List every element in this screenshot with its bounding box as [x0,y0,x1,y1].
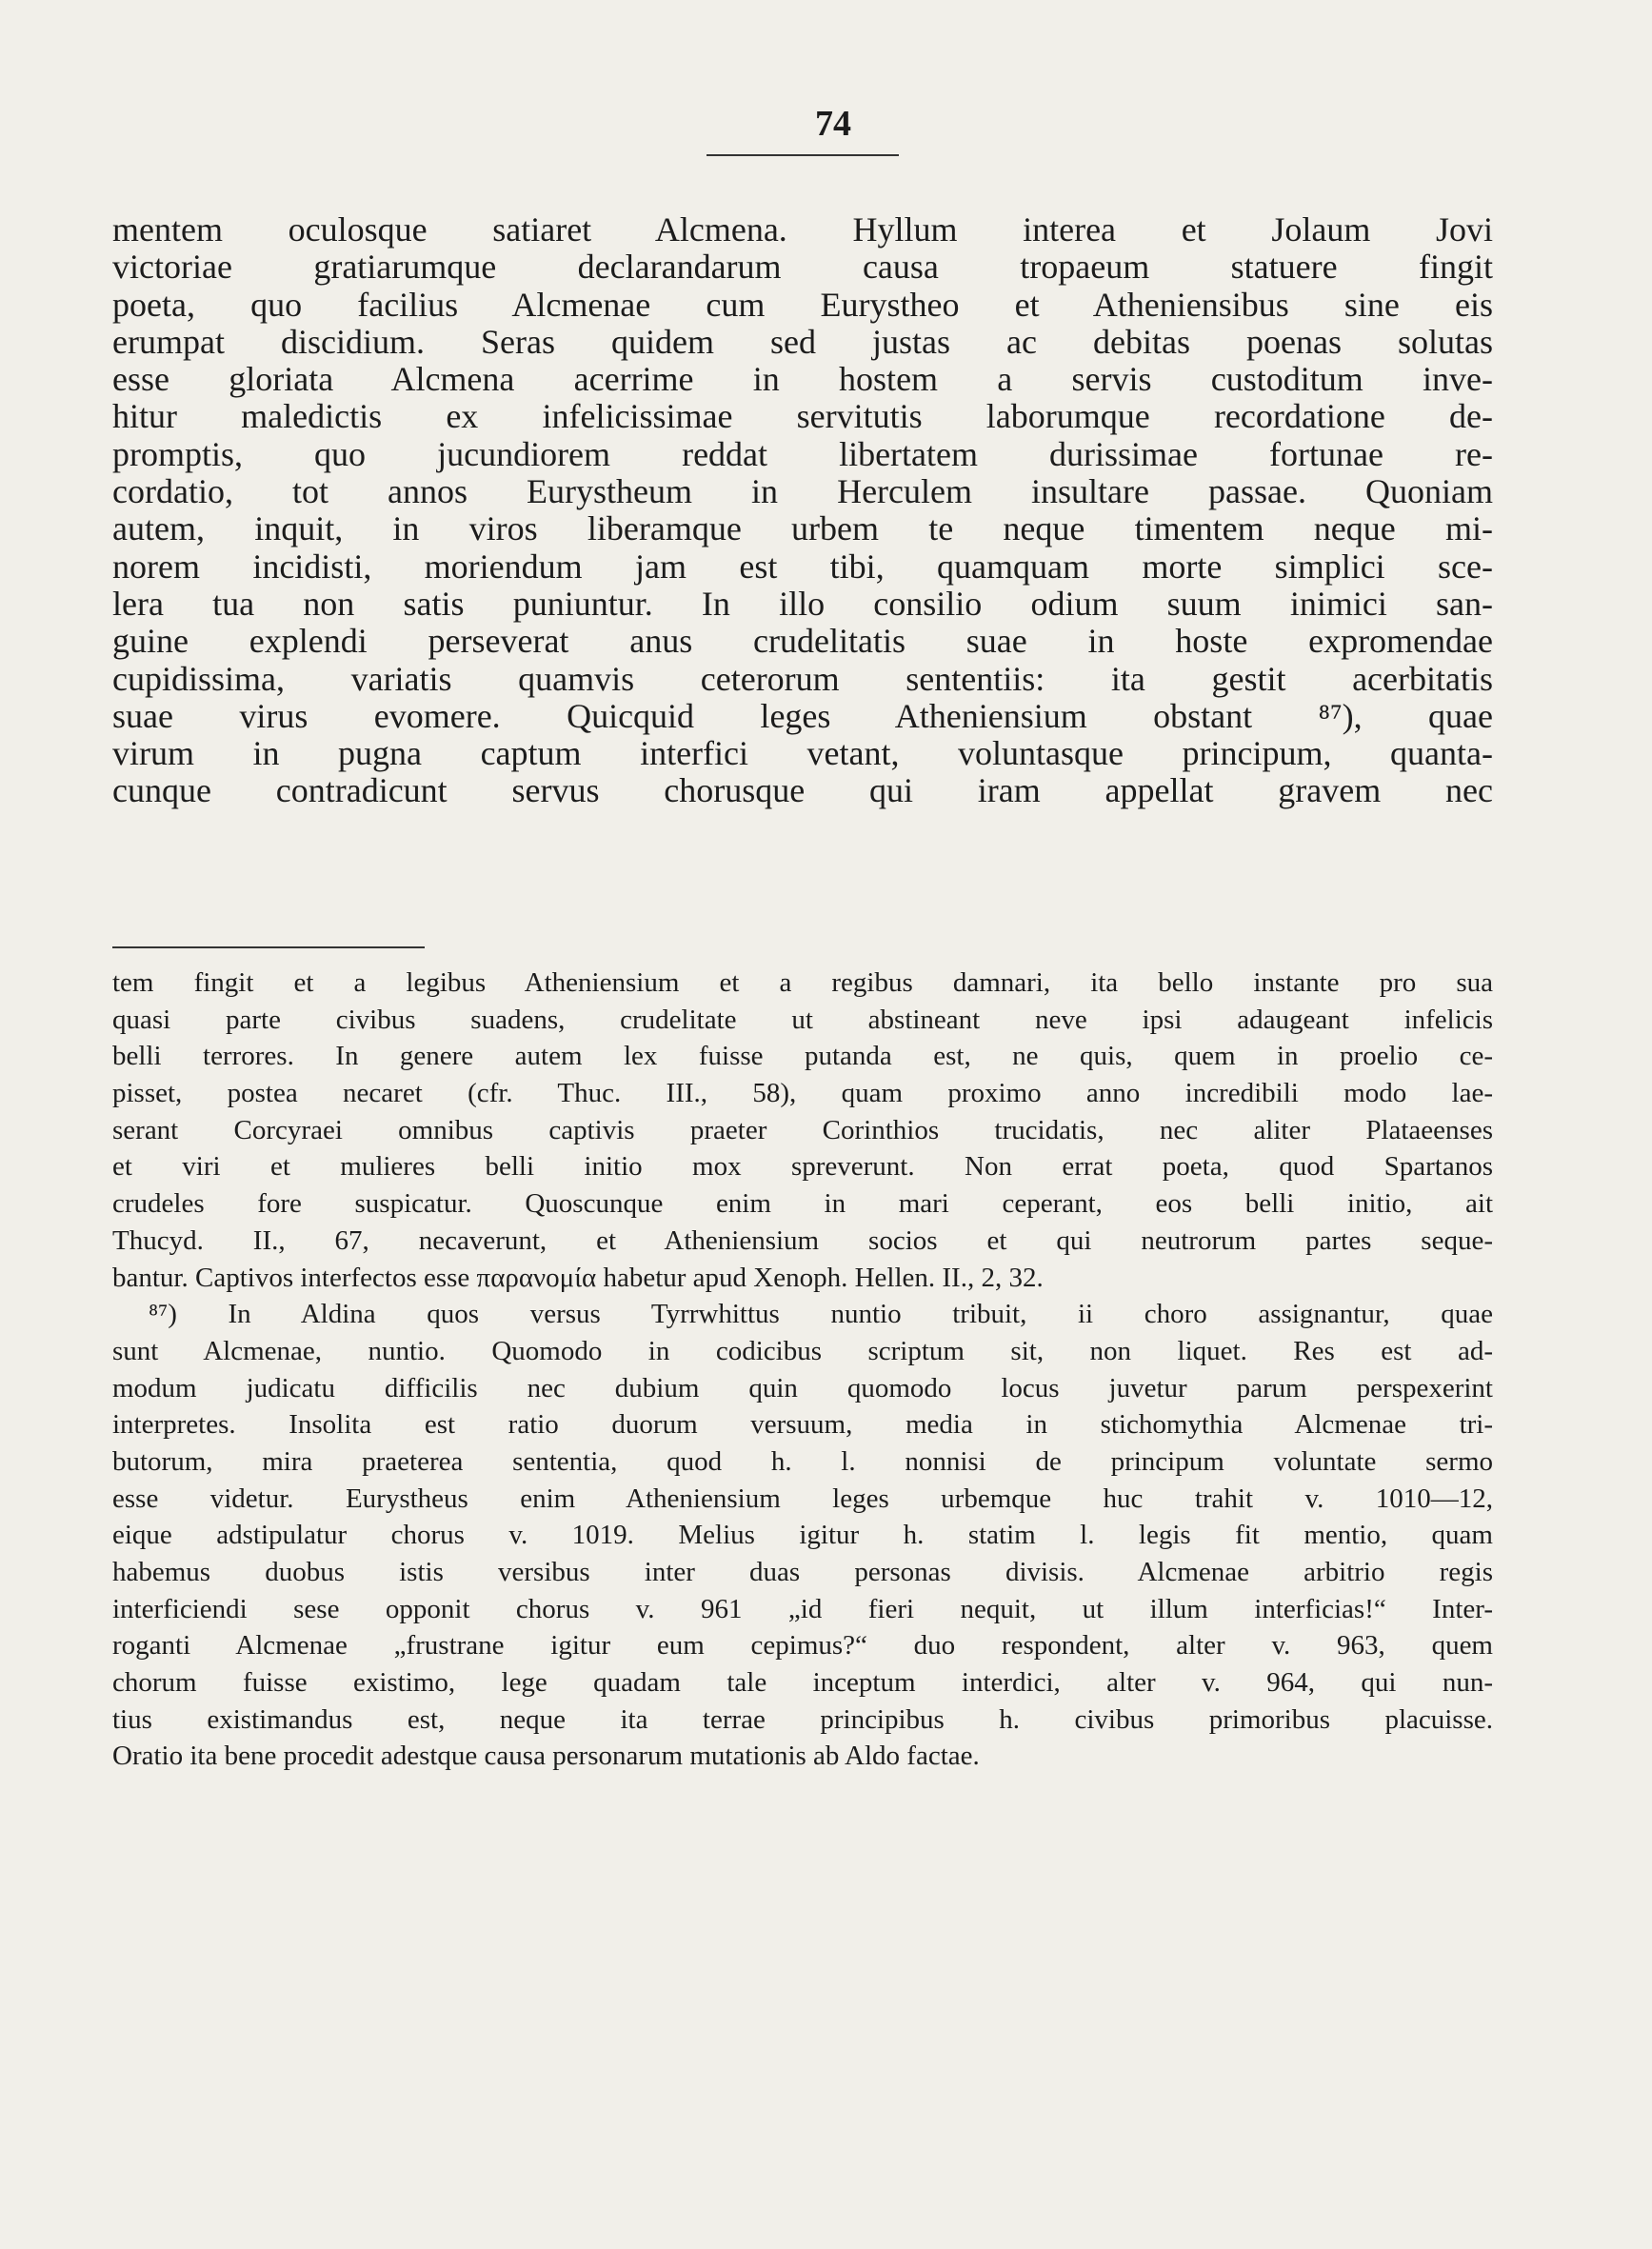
main-line: victoriae gratiarumque declarandarum causa tropaeum statuere fingit [112,248,1493,287]
main-line: cordatio, tot annos Eurystheum in Herculem insultare passae. Quoniam [112,472,1493,511]
main-line: cupidissima, variatis quamvis ceterorum sententiis: ita gestit acerbitatis [112,659,1493,698]
main-text [112,211,1493,810]
footnote-line: roganti Alcmenae „frustrane igitur eum cepimus?“ duo respondent, alter v. 963, quem [112,1630,1493,1662]
footnote-line: serant Corcyraei omnibus captivis praeter Corinthios trucidatis, nec aliter Plataeenses [112,1114,1493,1145]
footnote-line: et viri et mulieres belli initio mox spreverunt. Non errat poeta, quod Spartanos [112,1151,1493,1183]
header-rule [707,154,899,156]
footnote-line: tius existimandus est, neque ita terrae principibus h. civibus primoribus placuisse. [112,1703,1493,1735]
main-line: hitur maledictis ex infelicissimae servitutis laborumque recordatione de- [112,397,1493,436]
main-line: virum in pugna captum interfici vetant, voluntasque principum, quanta- [112,734,1493,773]
footnote-line: ⁸⁷) In Aldina quos versus Tyrrwhittus nuntio tribuit, ii choro assignantur, quae [149,1299,1493,1330]
footnote-line: habemus duobus istis versibus inter duas personas divisis. Alcmenae arbitrio regis [112,1557,1493,1587]
footnote-line: chorum fuisse existimo, lege quadam tale inceptum interdici, alter v. 964, qui nun- [112,1667,1493,1699]
main-line: promptis, quo jucundiorem reddat libertatem durissimae fortunae re- [112,434,1493,473]
footnote-line: Oratio ita bene procedit adestque causa personarum mutationis ab Aldo factae. [112,1741,980,1772]
main-line: erumpat discidium. Seras quidem sed justas ac debitas poenas solutas [112,322,1493,361]
footnote-line: interpretes. Insolita est ratio duorum versuum, media in stichomythia Alcmenae tri- [112,1409,1493,1441]
footnote-line: eique adstipulatur chorus v. 1019. Melius igitur h. statim l. legis fit mentio, quam [112,1520,1493,1551]
main-line: cunque contradicunt servus chorusque qui iram appellat gravem nec [112,771,1493,810]
footnote-line: belli terrores. In genere autem lex fuisse putanda est, ne quis, quem in proelio ce- [112,1041,1493,1072]
footnote-line: crudeles fore suspicatur. Quoscunque enim in mari ceperant, eos belli initio, ait [112,1188,1493,1220]
footnote-separator [112,946,425,948]
main-line: lera tua non satis puniuntur. In illo consilio odium suum inimici san- [112,584,1493,623]
main-line: esse gloriata Alcmena acerrime in hostem a servis custoditum inve- [112,360,1493,399]
footnote-line: tem fingit et a legibus Atheniensium et a regibus damnari, ita bello instante pro sua [112,967,1493,998]
footnote-line: pisset, postea necaret (cfr. Thuc. III., 58), quam proximo anno incredibili modo lae- [112,1078,1493,1109]
footnote-line: interficiendi sese opponit chorus v. 961 „id fieri nequit, ut illum interficias!“ Inter- [112,1593,1493,1624]
footnote-line: modum judicatu difficilis nec dubium quin quomodo locus juvetur parum perspexerint [112,1372,1493,1403]
footnote-line: butorum, mira praeterea sententia, quod h. l. nonnisi de principum voluntate sermo [112,1445,1493,1477]
footnote-line: esse videtur. Eurystheus enim Atheniensium leges urbemque huc trahit v. 1010—12, [112,1483,1493,1514]
main-line: autem, inquit, in viros liberamque urbem te neque timentem neque mi- [112,509,1493,548]
footnote-line: sunt Alcmenae, nuntio. Quomodo in codicibus scriptum sit, non liquet. Res est ad- [112,1335,1493,1366]
main-line: guine explendi perseverat anus crudelitatis suae in hoste expromendae [112,622,1493,661]
main-line: mentem oculosque satiaret Alcmena. Hyllum interea et Jolaum Jovi [112,210,1493,249]
footnote-line: bantur. Captivos interfectos esse παρανομία habetur apud Xenoph. Hellen. II., 2, 32. [112,1262,1044,1293]
main-line: suae virus evomere. Quicquid leges Atheniensium obstant ⁸⁷), quae [112,696,1493,735]
footnote-line: Thucyd. II., 67, necaverunt, et Atheniensium socios et qui neutrorum partes seque- [112,1224,1493,1256]
footnote-line: quasi parte civibus suadens, crudelitate ut abstineant neve ipsi adaugeant infelicis [112,1004,1493,1035]
page-number: 74 [815,104,851,144]
footnotes [112,965,1493,1775]
main-line: norem incidisti, moriendum jam est tibi, quamquam morte simplici sce- [112,547,1493,586]
main-line: poeta, quo facilius Alcmenae cum Eurystheo et Atheniensibus sine eis [112,285,1493,324]
